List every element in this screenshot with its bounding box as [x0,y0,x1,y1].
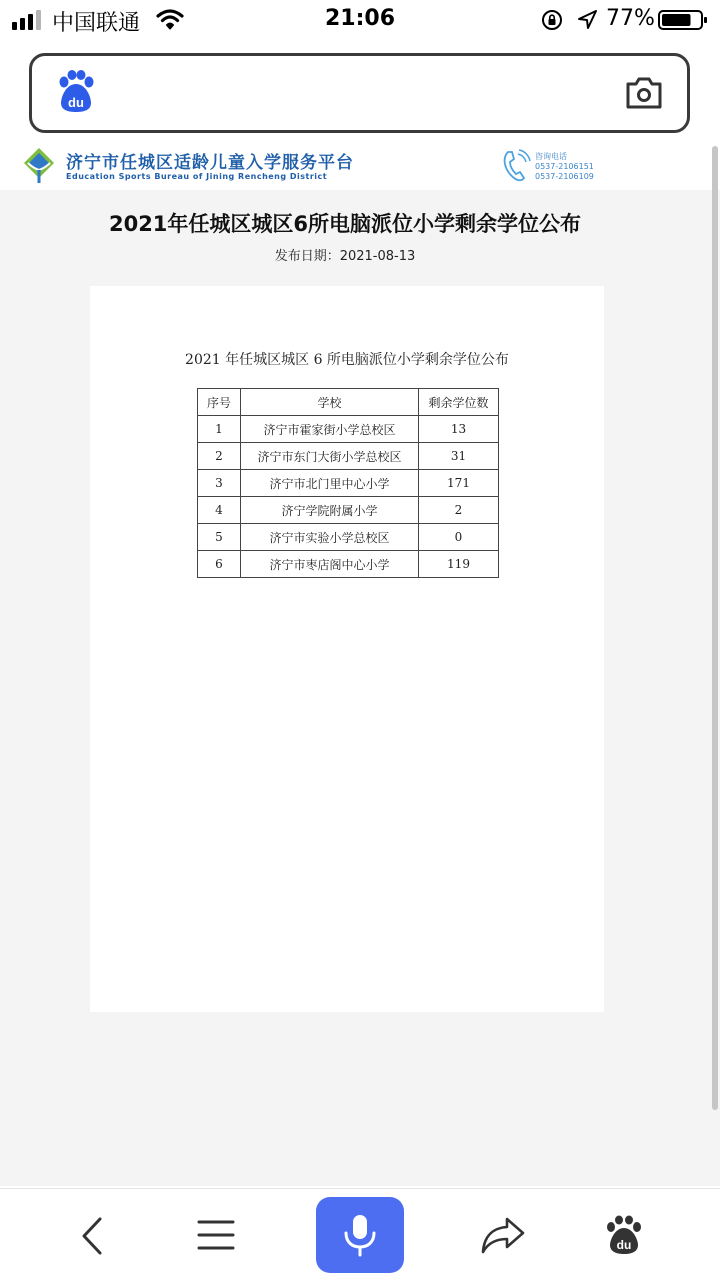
baidu-paw-icon[interactable] [56,70,96,114]
cell-seats: 2 [419,497,499,524]
table-row [198,524,499,551]
hotline-number-2[interactable]: 0537-2106109 [535,172,594,181]
table-row [198,443,499,470]
site-logo-icon [22,146,56,184]
cell-index: 3 [198,470,241,497]
remaining-seats-table [197,388,499,578]
search-bar[interactable] [29,53,690,133]
cell-school: 济宁市枣店阁中心小学 [241,551,419,578]
site-title: 济宁市任城区适龄儿童入学服务平台 [66,153,354,173]
hotline-label: 咨询电话 [535,152,567,161]
header-index: 序号 [198,389,241,416]
cell-seats: 171 [419,470,499,497]
header-remaining-seats: 剩余学位数 [419,389,499,416]
cell-index: 1 [198,416,241,443]
table-row [198,416,499,443]
menu-icon[interactable] [196,1217,236,1253]
baidu-home-text: du [616,1238,632,1252]
back-chevron-icon[interactable] [76,1215,110,1257]
table-row [198,497,499,524]
cell-seats: 13 [419,416,499,443]
cell-school: 济宁市北门里中心小学 [241,470,419,497]
cell-seats: 119 [419,551,499,578]
carrier-name: 中国联通 [52,11,141,36]
cell-index: 5 [198,524,241,551]
location-arrow-icon [576,9,598,31]
cell-school: 济宁市霍家街小学总校区 [241,416,419,443]
cell-index: 2 [198,443,241,470]
web-content [0,136,720,1186]
bottom-nav [0,1188,720,1280]
clock: 21:06 [324,6,396,31]
baidu-logo-text: du [68,95,84,110]
cell-index: 6 [198,551,241,578]
share-icon[interactable] [480,1215,526,1255]
table-row [198,551,499,578]
site-header [0,136,720,190]
status-bar [0,0,720,40]
battery-icon [658,10,708,30]
hotline-number-1[interactable]: 0537-2106151 [535,162,594,171]
baidu-home-icon[interactable] [604,1215,644,1255]
cell-seats: 0 [419,524,499,551]
publish-date: 发布日期：2021-08-13 [274,249,416,264]
site-subtitle: Education Sports Bureau of Jining Rencheng District [66,172,328,181]
document-title: 2021 年任城区城区 6 所电脑派位小学剩余学位公布 [185,352,509,368]
cell-school: 济宁市东门大街小学总校区 [241,443,419,470]
phone-icon [500,148,532,182]
header-school: 学校 [241,389,419,416]
hotline-info [535,152,594,182]
rotation-lock-icon [541,9,563,31]
cell-seats: 31 [419,443,499,470]
table-header-row [198,389,499,416]
microphone-icon [342,1213,378,1257]
cell-school: 济宁市实验小学总校区 [241,524,419,551]
cell-school: 济宁学院附属小学 [241,497,419,524]
cell-index: 4 [198,497,241,524]
battery-percent: 77% [606,6,655,31]
scrollbar[interactable] [712,146,718,1110]
voice-search-button[interactable] [316,1197,404,1273]
article-title: 2021年任城区城区6所电脑派位小学剩余学位公布 [108,212,582,236]
table-row [198,470,499,497]
document-image [90,286,604,1012]
camera-icon[interactable] [624,74,664,112]
